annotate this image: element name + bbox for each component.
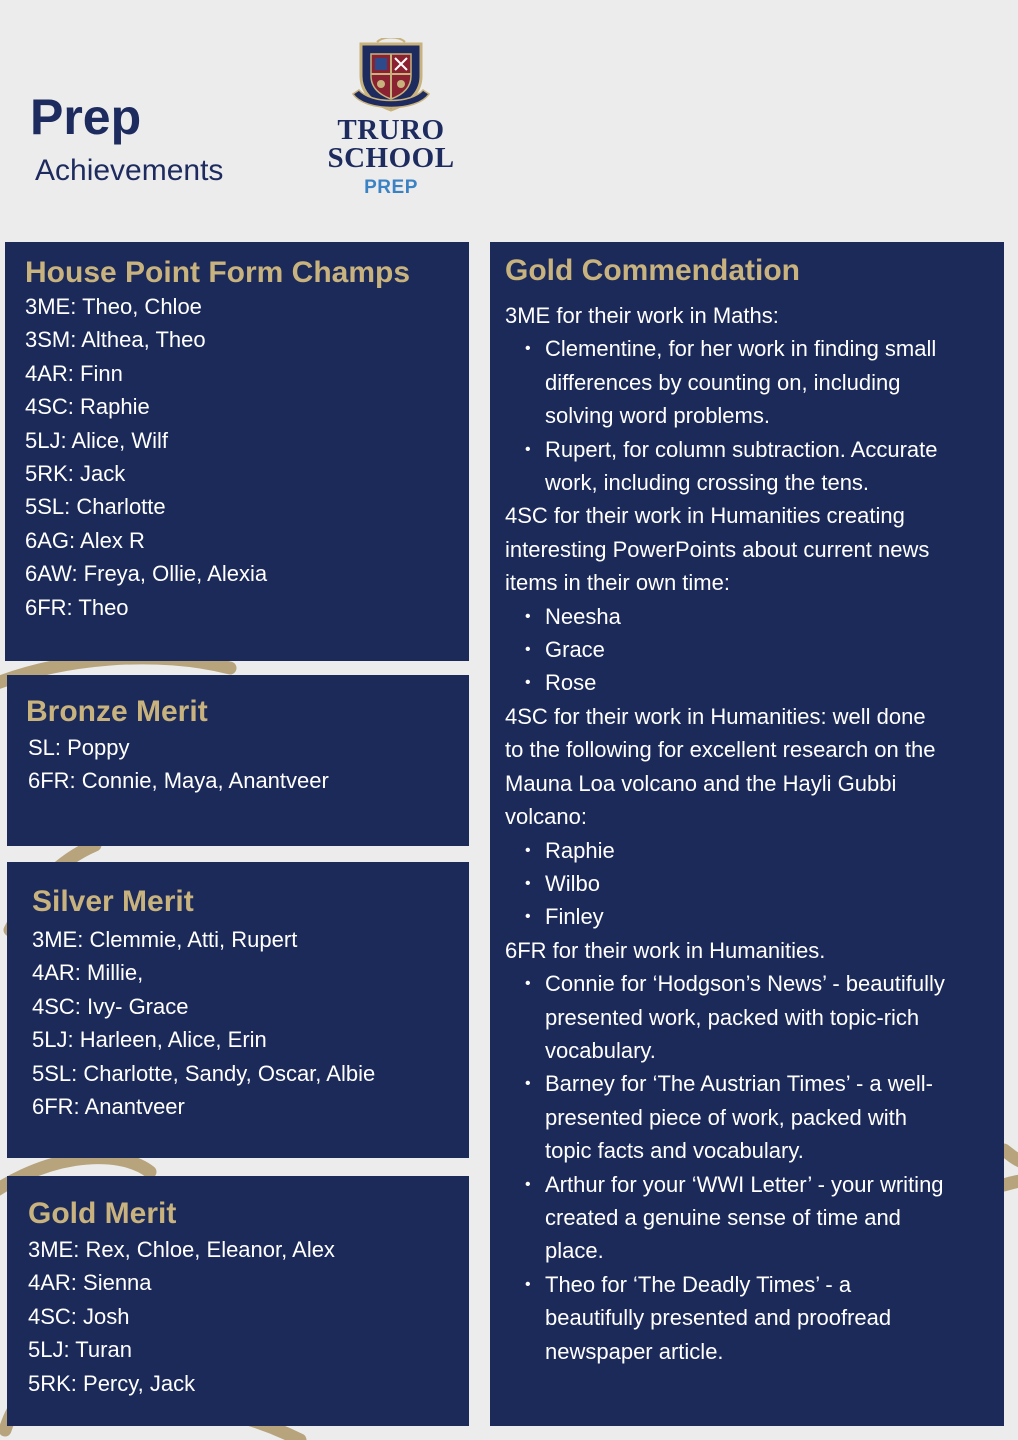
commendation-bullet-list xyxy=(525,600,992,700)
page-title: Prep xyxy=(30,89,142,145)
list-item: 3ME: Theo, Chloe xyxy=(25,294,202,319)
page-subtitle: Achievements xyxy=(35,154,224,187)
commendation-bullet xyxy=(525,867,992,900)
gold-commendation-title: Gold Commendation xyxy=(505,254,800,287)
commendation-bullet-line: • Rupert, for column subtraction. Accurate xyxy=(545,436,938,462)
commendation-bullet xyxy=(525,666,992,699)
commendation-intro-line: 4SC for their work in Humanities creating xyxy=(505,503,905,529)
commendation-bullet-line: • Raphie xyxy=(545,837,615,863)
list-item: 5SL: Charlotte, Sandy, Oscar, Albie xyxy=(32,1060,376,1086)
commendation-bullet-line: solving word problems. xyxy=(545,403,770,429)
commendation-bullet-line: • Neesha xyxy=(545,603,621,629)
commendation-bullet-line: • Theo for ‘The Deadly Times’ - a xyxy=(545,1271,852,1297)
commendation-bullet xyxy=(525,433,992,500)
list-item: 6AG: Alex R xyxy=(25,527,145,553)
bronze-merit-list xyxy=(26,731,469,798)
house-point-panel xyxy=(5,242,469,661)
logo-name-line1: TRURO xyxy=(337,114,445,146)
gold-merit-panel xyxy=(7,1176,469,1426)
commendation-intro-line: 4SC for their work in Humanities: well done xyxy=(505,703,926,729)
silver-merit-panel xyxy=(7,862,469,1158)
list-item: 6FR: Connie, Maya, Anantveer xyxy=(28,768,329,794)
commendation-intro-line: interesting PowerPoints about current news xyxy=(505,536,930,562)
commendation-bullet-line: • Rose xyxy=(545,670,597,696)
list-item: SL: Poppy xyxy=(28,735,130,760)
commendation-bullet xyxy=(525,967,992,1067)
commendation-bullet-line: vocabulary. xyxy=(545,1037,656,1063)
list-item: 5SL: Charlotte xyxy=(25,494,166,520)
bronze-merit-title: Bronze Merit xyxy=(26,695,208,728)
silver-merit-title: Silver Merit xyxy=(32,885,194,918)
list-item: 4SC: Josh xyxy=(28,1303,130,1329)
commendation-bullet-line: created a genuine sense of time and xyxy=(545,1204,901,1230)
commendation-bullet xyxy=(525,834,992,867)
commendation-bullet-line: place. xyxy=(545,1238,604,1264)
commendation-bullet-line: • Wilbo xyxy=(545,870,601,896)
house-point-list xyxy=(25,290,469,624)
school-crest-icon xyxy=(351,38,431,116)
gold-commendation-body xyxy=(505,299,992,1368)
list-item: 6AW: Freya, Ollie, Alexia xyxy=(25,561,268,587)
commendation-bullet-line: topic facts and vocabulary. xyxy=(545,1138,804,1164)
commendation-bullet-list xyxy=(525,967,992,1368)
list-item: 5RK: Jack xyxy=(25,461,126,487)
commendation-bullet xyxy=(525,1268,992,1368)
commendation-bullet-line: • Clementine, for her work in finding small xyxy=(545,336,937,362)
commendation-intro-line: 6FR for their work in Humanities. xyxy=(505,937,826,963)
commendation-bullet-line: work, including crossing the tens. xyxy=(545,470,870,496)
list-item: 5LJ: Turan xyxy=(28,1337,132,1363)
silver-merit-list xyxy=(32,923,469,1123)
list-item: 5RK: Percy, Jack xyxy=(28,1370,196,1396)
commendation-bullet-line: beautifully presented and proofread xyxy=(545,1305,892,1331)
commendation-bullet-line: • Connie for ‘Hodgson’s News’ - beautifully xyxy=(545,971,945,997)
list-item: 3ME: Clemmie, Atti, Rupert xyxy=(32,927,298,952)
commendation-bullet xyxy=(525,900,992,933)
commendation-bullet-line: • Finley xyxy=(545,904,604,930)
commendation-bullet-line: • Grace xyxy=(545,637,605,663)
list-item: 4AR: Millie, xyxy=(32,960,144,986)
commendation-bullet-line: presented work, packed with topic-rich xyxy=(545,1004,920,1030)
commendation-bullet xyxy=(525,1168,992,1268)
commendation-bullet-list xyxy=(525,834,992,934)
commendation-bullet-line: • Barney for ‘The Austrian Times’ - a well- xyxy=(545,1071,933,1097)
commendation-bullet xyxy=(525,1067,992,1167)
commendation-bullet xyxy=(525,332,992,432)
commendation-bullet-line: presented piece of work, packed with xyxy=(545,1104,907,1130)
commendation-intro-line: items in their own time: xyxy=(505,570,730,596)
commendation-intro-line: volcano: xyxy=(505,804,587,830)
commendation-bullet-line: newspaper article. xyxy=(545,1338,724,1364)
list-item: 4AR: Finn xyxy=(25,360,123,386)
commendation-bullet-line: differences by counting on, including xyxy=(545,369,901,395)
gold-merit-title: Gold Merit xyxy=(28,1197,177,1230)
commendation-bullet xyxy=(525,600,992,633)
list-item: 3ME: Rex, Chloe, Eleanor, Alex xyxy=(28,1237,335,1262)
commendation-bullet-line: • Arthur for your ‘WWI Letter’ - your writing xyxy=(545,1171,944,1197)
commendation-intro-line: Mauna Loa volcano and the Hayli Gubbi xyxy=(505,770,897,796)
commendation-bullet-list xyxy=(525,332,992,499)
gold-merit-list xyxy=(28,1233,469,1400)
list-item: 4SC: Raphie xyxy=(25,394,150,420)
logo-prep-label: PREP xyxy=(364,177,418,198)
list-item: 4SC: Ivy- Grace xyxy=(32,993,189,1019)
house-point-title: House Point Form Champs xyxy=(25,256,411,289)
list-item: 5LJ: Alice, Wilf xyxy=(25,427,169,453)
list-item: 5LJ: Harleen, Alice, Erin xyxy=(32,1027,267,1053)
list-item: 4AR: Sienna xyxy=(28,1270,152,1296)
list-item: 6FR: Theo xyxy=(25,594,129,620)
commendation-bullet xyxy=(525,633,992,666)
bronze-merit-panel xyxy=(7,675,469,846)
list-item: 3SM: Althea, Theo xyxy=(25,327,206,353)
gold-commendation-panel xyxy=(490,242,1004,1426)
school-logo xyxy=(318,38,464,208)
commendation-intro-line: 3ME for their work in Maths: xyxy=(505,303,779,328)
list-item: 6FR: Anantveer xyxy=(32,1094,185,1120)
commendation-intro-line: to the following for excellent research on the xyxy=(505,737,936,763)
logo-name-line2: SCHOOL xyxy=(327,142,455,174)
